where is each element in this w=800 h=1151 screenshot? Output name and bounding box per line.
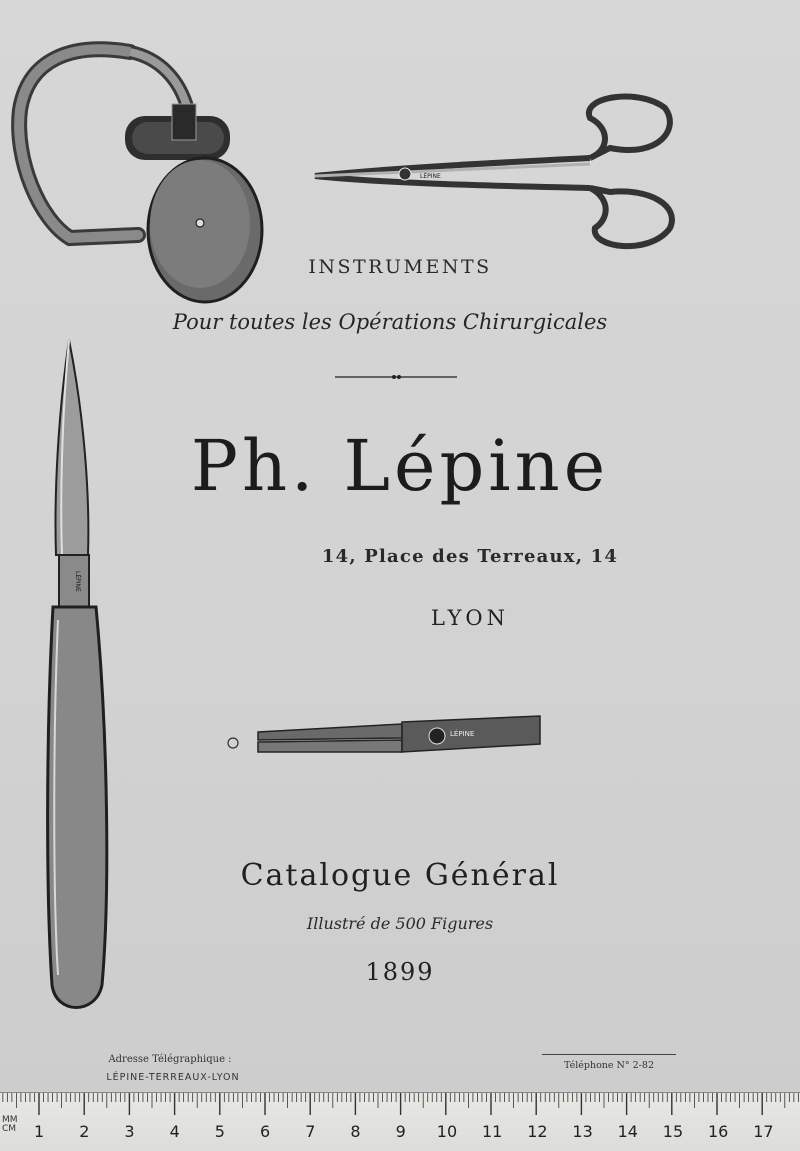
ruler-number: 1	[34, 1122, 45, 1141]
ruler-number: 15	[662, 1122, 684, 1141]
ruler-number: 13	[572, 1122, 593, 1141]
ruler-number: 9	[395, 1122, 406, 1141]
telegraph-address-value: LÉPINE-TERREAUX-LYON	[106, 1072, 240, 1083]
ruler-number: 8	[350, 1122, 361, 1141]
phone-rule	[542, 1054, 676, 1055]
catalogue-subtitle: Illustré de 500 Figures	[306, 914, 494, 933]
ornament-divider	[335, 371, 457, 383]
ruler-number: 4	[169, 1122, 180, 1141]
ruler-unit-cm: CM	[2, 1124, 17, 1134]
ruler-unit-mm: MM	[2, 1115, 18, 1125]
ruler-number: 6	[260, 1122, 271, 1141]
ruler-number: 10	[436, 1122, 458, 1141]
ruler-number: 17	[753, 1122, 774, 1141]
scissors-illustration	[222, 712, 544, 764]
ruler-number: 7	[305, 1122, 316, 1141]
firm-name: Ph. Lépine	[190, 425, 610, 507]
head-mirror-illustration	[10, 40, 270, 305]
firm-city: LYON	[430, 606, 510, 630]
telephone-number: Téléphone N° 2-82	[564, 1060, 654, 1071]
forceps-stamp: LÉPINE	[420, 173, 441, 180]
ruler-number: 5	[214, 1122, 225, 1141]
instruments-heading: INSTRUMENTS	[308, 256, 492, 278]
firm-address: 14, Place des Terreaux, 14	[321, 546, 619, 567]
scissors-stamp: LÉPINE	[450, 730, 475, 738]
ruler-number: 3	[124, 1122, 135, 1141]
forceps-illustration	[310, 88, 680, 258]
catalogue-year: 1899	[365, 958, 435, 986]
ruler-number: 12	[527, 1122, 548, 1141]
scalpel-stamp: LÉPINE	[74, 571, 81, 592]
operations-subtitle: Pour toutes les Opérations Chirurgicales	[172, 310, 608, 334]
ruler-number: 14	[617, 1122, 638, 1141]
telegraph-address-label: Adresse Télégraphique :	[108, 1054, 232, 1065]
ruler-number: 16	[708, 1122, 729, 1141]
scalpel-illustration	[40, 335, 120, 1020]
ruler-unit-label	[2, 1116, 18, 1134]
catalogue-title: Catalogue Général	[240, 858, 560, 893]
ruler-number: 2	[79, 1122, 90, 1141]
ruler-number: 11	[482, 1122, 503, 1141]
